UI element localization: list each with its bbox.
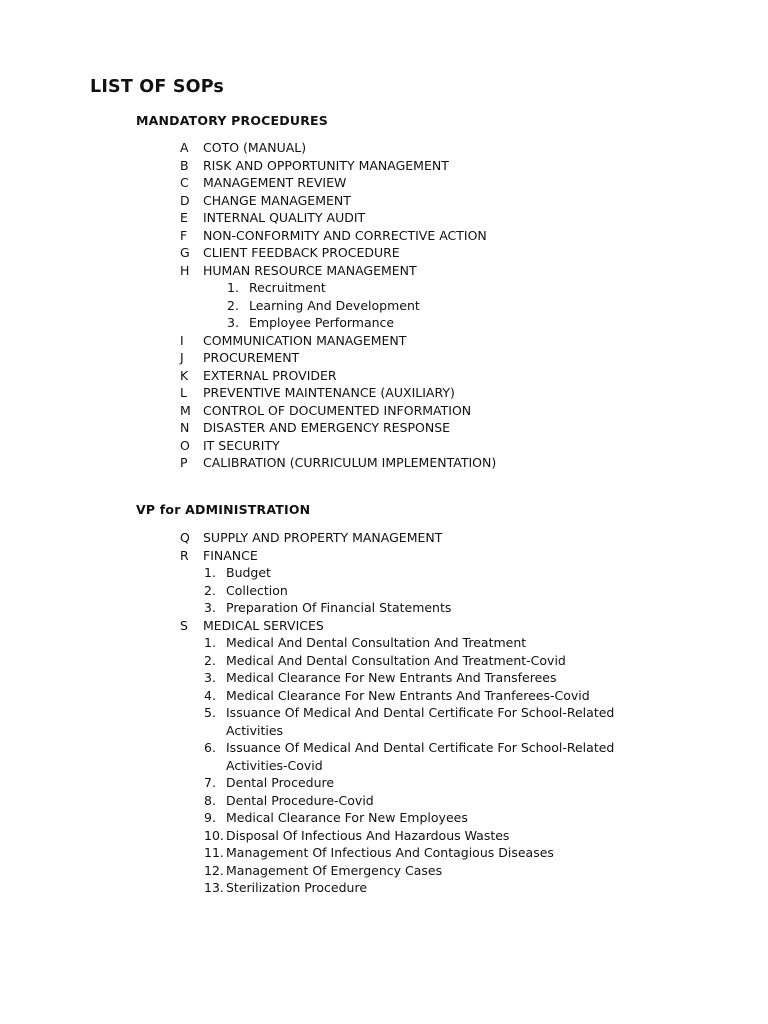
sub-item-label: Learning And Development xyxy=(249,297,420,313)
sub-list-item xyxy=(180,279,496,297)
sub-item-number: 12. xyxy=(204,862,224,878)
sub-item-number: 1. xyxy=(204,635,216,650)
sub-list-item xyxy=(180,862,614,880)
item-code: M xyxy=(180,402,191,418)
sub-item-label: Medical Clearance For New Employees xyxy=(226,810,468,825)
sub-list-item xyxy=(180,297,496,315)
sub-item-number: 5. xyxy=(204,705,216,720)
sub-item-label: Issuance Of Medical And Dental Certificate For School-Related xyxy=(226,740,615,755)
sub-list-item xyxy=(180,652,614,670)
sub-item-label: Preparation Of Financial Statements xyxy=(226,600,452,615)
list-item xyxy=(180,402,496,420)
sub-item-label: Management Of Infectious And Contagious Diseases xyxy=(226,845,554,860)
sub-item-number: 7. xyxy=(204,775,216,790)
item-label: CONTROL OF DOCUMENTED INFORMATION xyxy=(203,402,472,418)
sub-item-label-continued: Activities-Covid xyxy=(226,757,323,773)
item-label: EXTERNAL PROVIDER xyxy=(203,367,337,383)
sub-list-item xyxy=(180,879,614,897)
item-code: G xyxy=(180,245,190,260)
list-item xyxy=(180,529,614,547)
item-label: PROCUREMENT xyxy=(203,350,300,365)
item-label: NON-CONFORMITY AND CORRECTIVE ACTION xyxy=(203,227,487,243)
item-code: J xyxy=(180,350,184,365)
item-code: C xyxy=(180,175,189,190)
sub-item-number: 2. xyxy=(204,652,216,668)
sub-list-item xyxy=(180,704,614,722)
item-code: A xyxy=(180,140,189,155)
item-label: MEDICAL SERVICES xyxy=(203,617,324,633)
item-label: HUMAN RESOURCE MANAGEMENT xyxy=(203,262,417,278)
sub-list-item xyxy=(180,827,614,845)
list-item xyxy=(180,419,496,437)
sub-list-item xyxy=(180,634,614,652)
sub-item-label: Budget xyxy=(226,565,271,580)
item-code: N xyxy=(180,420,190,435)
sub-list-item xyxy=(180,599,614,617)
item-label: SUPPLY AND PROPERTY MANAGEMENT xyxy=(203,530,443,545)
page-title: LIST OF SOPs xyxy=(90,77,225,97)
list-item xyxy=(180,437,496,455)
item-code: S xyxy=(180,617,188,633)
item-label: CALIBRATION (CURRICULUM IMPLEMENTATION) xyxy=(203,455,497,470)
item-code: L xyxy=(180,385,187,400)
list-item xyxy=(180,547,614,565)
item-code: O xyxy=(180,437,190,453)
list-item xyxy=(180,157,496,175)
sub-item-label: Sterilization Procedure xyxy=(226,880,368,895)
sub-list-item xyxy=(180,792,614,810)
sub-item-label: Dental Procedure xyxy=(226,775,335,790)
sub-item-number: 3. xyxy=(204,670,216,685)
item-label: DISASTER AND EMERGENCY RESPONSE xyxy=(203,420,451,435)
item-label: FINANCE xyxy=(203,547,258,563)
item-label: IT SECURITY xyxy=(203,437,280,453)
item-label: CLIENT FEEDBACK PROCEDURE xyxy=(203,245,400,260)
sub-item-number: 3. xyxy=(227,315,239,330)
sub-item-number: 2. xyxy=(227,297,239,313)
item-code: Q xyxy=(180,530,190,545)
list-item xyxy=(180,139,496,157)
sub-list-item xyxy=(180,314,496,332)
item-label: RISK AND OPPORTUNITY MANAGEMENT xyxy=(203,157,449,173)
sub-item-number: 8. xyxy=(204,792,216,808)
sub-item-number: 4. xyxy=(204,687,216,703)
item-code: B xyxy=(180,157,189,173)
list-item xyxy=(180,617,614,635)
sub-item-label: Management Of Emergency Cases xyxy=(226,862,443,878)
sub-item-number: 2. xyxy=(204,582,216,598)
sub-item-label: Disposal Of Infectious And Hazardous Wastes xyxy=(226,827,510,843)
sub-item-number: 10. xyxy=(204,827,224,843)
item-label: COMMUNICATION MANAGEMENT xyxy=(203,332,407,348)
sub-item-label: Medical And Dental Consultation And Treatment-Covid xyxy=(226,652,566,668)
item-code: I xyxy=(180,332,184,348)
list-item xyxy=(180,244,496,262)
sub-item-label: Issuance Of Medical And Dental Certificate For School-Related xyxy=(226,705,615,720)
list-item xyxy=(180,227,496,245)
sub-list-item xyxy=(180,774,614,792)
item-code: P xyxy=(180,455,188,470)
sub-list-item xyxy=(180,669,614,687)
sub-list-item xyxy=(180,739,614,757)
item-code: H xyxy=(180,262,190,278)
sub-item-number: 6. xyxy=(204,740,216,755)
sub-item-label: Medical Clearance For New Entrants And Transferees xyxy=(226,670,557,685)
sub-item-label: Recruitment xyxy=(249,280,326,295)
section-heading-admin: VP for ADMINISTRATION xyxy=(136,502,311,517)
list-item xyxy=(180,192,496,210)
item-code: R xyxy=(180,547,189,563)
sub-item-number: 9. xyxy=(204,810,216,825)
list-item xyxy=(180,454,496,472)
list-item xyxy=(180,332,496,350)
list-item xyxy=(180,174,496,192)
sub-item-label: Dental Procedure-Covid xyxy=(226,792,374,808)
item-code: D xyxy=(180,192,190,208)
sub-item-number: 13. xyxy=(204,880,224,895)
sub-list-item xyxy=(180,687,614,705)
item-label: CHANGE MANAGEMENT xyxy=(203,192,351,208)
section-heading-mandatory: MANDATORY PROCEDURES xyxy=(136,113,328,128)
sub-item-number: 3. xyxy=(204,600,216,615)
sub-item-label: Employee Performance xyxy=(249,315,395,330)
list-item xyxy=(180,349,496,367)
list-item xyxy=(180,262,496,280)
item-label: COTO (MANUAL) xyxy=(203,140,307,155)
mandatory-procedures-list xyxy=(180,139,496,472)
item-label: INTERNAL QUALITY AUDIT xyxy=(203,210,366,225)
list-item xyxy=(180,209,496,227)
sub-item-number: 1. xyxy=(227,280,239,295)
item-label: PREVENTIVE MAINTENANCE (AUXILIARY) xyxy=(203,385,455,400)
sub-list-item xyxy=(180,582,614,600)
sub-item-label: Collection xyxy=(226,582,288,598)
sub-list-item xyxy=(180,844,614,862)
list-item xyxy=(180,384,496,402)
sub-item-continuation xyxy=(180,757,614,775)
sub-item-number: 1. xyxy=(204,565,216,580)
admin-procedures-list xyxy=(180,529,614,897)
item-code: F xyxy=(180,227,188,243)
sub-item-label: Medical And Dental Consultation And Treatment xyxy=(226,635,527,650)
sub-list-item xyxy=(180,564,614,582)
item-code: K xyxy=(180,367,189,383)
sub-item-label: Medical Clearance For New Entrants And Tranferees-Covid xyxy=(226,687,590,703)
item-label: MANAGEMENT REVIEW xyxy=(203,175,347,190)
sub-item-label-continued: Activities xyxy=(226,722,284,738)
sub-item-number: 11. xyxy=(204,845,224,860)
sub-item-continuation xyxy=(180,722,614,740)
sub-list-item xyxy=(180,809,614,827)
item-code: E xyxy=(180,210,188,225)
list-item xyxy=(180,367,496,385)
